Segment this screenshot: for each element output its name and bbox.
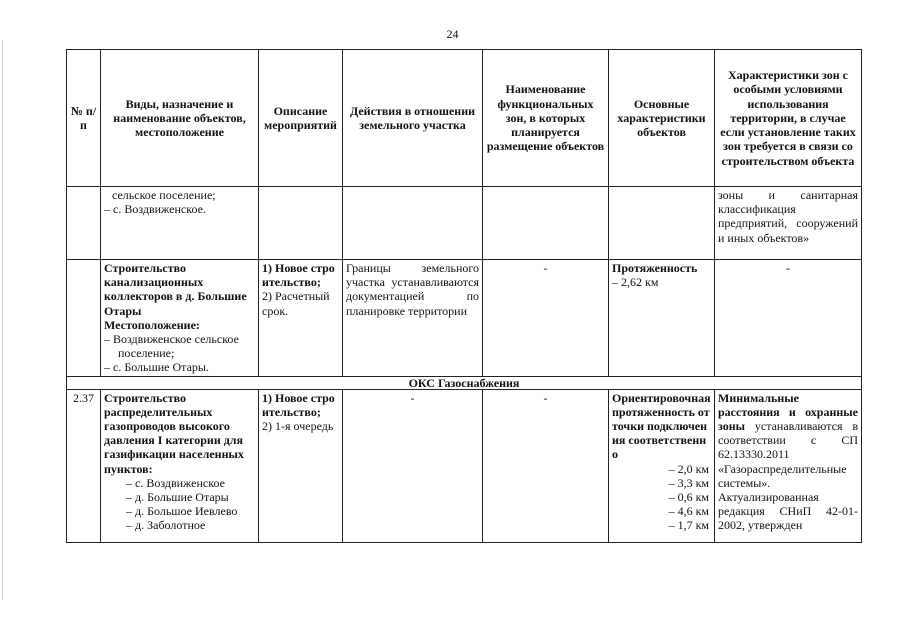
cell-special: -	[715, 260, 862, 377]
cell-actions: -	[343, 389, 483, 542]
cell-kinds	[101, 389, 259, 542]
cell-characteristics	[609, 389, 715, 542]
section-row	[67, 376, 862, 389]
distance-item: – 0,6 км	[668, 490, 709, 505]
distance-item: – 4,6 км	[668, 504, 709, 519]
table-row	[67, 187, 862, 260]
table-row	[67, 260, 862, 377]
location-item: – с. Воздвиженское	[126, 475, 225, 490]
kinds-line: сельское поселение;	[112, 188, 216, 202]
cell-actions: Границы земельного участка устанавливаются документацией по планировке территории	[343, 260, 483, 377]
distance-list	[612, 462, 711, 533]
special-rest: устанавливаются в соответствии с СП 62.13330.2011 «Газораспределительные системы». Актуализированная редакция СНиП 42-01-2002, утвержден	[718, 419, 858, 533]
cell-characteristics	[609, 187, 715, 260]
object-title: Строительство канализационных коллекторов в д. Большие Отары	[104, 261, 247, 318]
distance-item: – 2,0 км	[668, 461, 709, 476]
cell-description	[259, 260, 343, 377]
char-value: – 2,62 км	[612, 275, 659, 290]
cell-num	[67, 187, 101, 260]
cell-special: зоны и санитарная классификация предприятий, сооружений и иных объектов»	[715, 187, 862, 260]
header-characteristics: Основные характеристики объектов	[609, 50, 715, 187]
header-description: Описание мероприятий	[259, 50, 343, 187]
header-zones: Наименование функциональных зон, в которых планируется размещение объектов	[483, 50, 609, 187]
cell-actions	[343, 187, 483, 260]
char-bold: Протяженность	[612, 261, 698, 275]
cell-special	[715, 389, 862, 542]
distance-item: – 3,3 км	[668, 475, 709, 490]
cell-zones: -	[483, 260, 609, 377]
cell-description	[259, 389, 343, 542]
cell-zones: -	[483, 389, 609, 542]
distance-item: – 1,7 км	[668, 518, 709, 533]
location-item: – д. Большое Иевлево	[126, 504, 238, 519]
page-number: 24	[446, 27, 459, 41]
location-item: – д. Большие Отары	[126, 490, 229, 505]
header-actions: Действия в отношении земельного участка	[343, 50, 483, 187]
kinds-line: – с. Воздвиженское.	[104, 202, 206, 217]
header-row	[67, 50, 862, 187]
location-label: Местоположение:	[104, 317, 200, 332]
cell-num	[67, 260, 101, 377]
header-kinds: Виды, назначение и наименование объектов, местоположение	[101, 50, 259, 187]
description-bold: 1) Новое строительство;	[262, 390, 335, 419]
object-title: Строительство распределительных газопроводов высокого давления I категории для газификации населенных пунктов:	[104, 390, 244, 476]
cell-num: 2.37	[67, 389, 101, 542]
special-bold: Минимальные расстояния и охранные зоны	[718, 390, 858, 434]
table-row	[67, 389, 862, 542]
location-item: – Воздвиженское сельское поселение;	[104, 332, 239, 361]
cell-kinds	[101, 187, 259, 260]
section-title: ОКС Газоснабжения	[67, 376, 862, 389]
cell-characteristics	[609, 260, 715, 377]
location-item: – с. Большие Отары.	[104, 360, 209, 375]
description-rest: 2) 1-я очередь	[262, 419, 334, 434]
description-bold: 1) Новое строительство;	[262, 261, 335, 290]
header-num: № п/п	[67, 50, 101, 187]
cell-description	[259, 187, 343, 260]
objects-table	[66, 49, 862, 543]
scan-edge-line	[2, 40, 3, 600]
location-item: – д. Заболотное	[126, 518, 206, 533]
cell-zones	[483, 187, 609, 260]
header-special-zones: Характеристики зон с особыми условиями использования территории, в случае если установление таких зон требуется в связи со строительством объекта	[715, 50, 862, 187]
cell-kinds	[101, 260, 259, 377]
description-rest: 2) Расчетный срок.	[262, 289, 330, 318]
char-bold: Ориентировочная протяженность от точки подключения соответственно	[612, 390, 711, 462]
